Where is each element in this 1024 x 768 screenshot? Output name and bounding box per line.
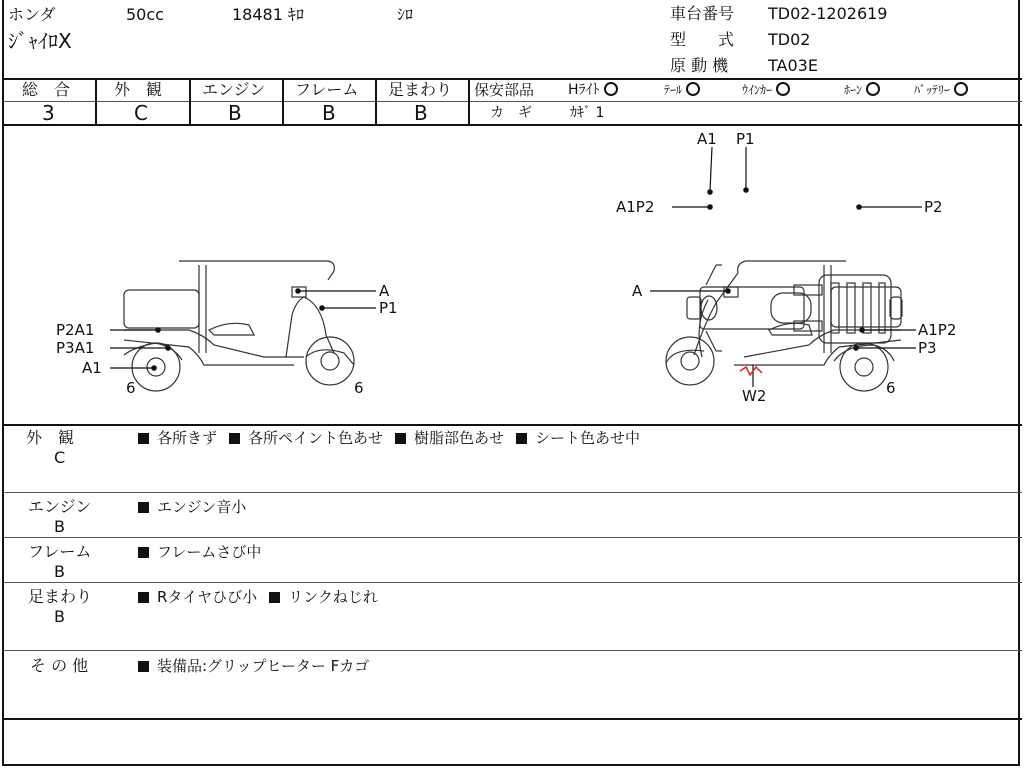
remark-items: エンジン音小 [138, 497, 258, 517]
remark-category: エンジン [28, 497, 92, 516]
diagram-label: P3A1 [56, 339, 95, 357]
remark-category: 外 観 [26, 428, 75, 447]
diagram-label: A1 [697, 130, 717, 148]
bullet-icon [138, 502, 149, 513]
remark-items: 装備品:グリップヒーター Fカゴ [138, 656, 381, 676]
remark-category: そ の 他 [30, 656, 89, 675]
overall-grade: 3 [42, 101, 55, 125]
diagram-label: W2 [742, 387, 767, 405]
ok-circle-icon [776, 82, 790, 96]
diagram-label: P3 [918, 339, 937, 357]
key-label: カ ギ [490, 105, 532, 121]
bullet-icon [138, 661, 149, 672]
exterior-grade: C [134, 101, 148, 125]
diagram-label: 6 [354, 379, 364, 397]
key-value: ｶｷﾞ 1 [570, 105, 605, 121]
remark-category: 足まわり [28, 587, 93, 606]
damage-scribble [740, 367, 762, 375]
divider [4, 492, 1022, 493]
inspection-sheet [2, 0, 1020, 766]
damage-diagram [4, 125, 1022, 425]
bullet-icon [395, 433, 406, 444]
divider [95, 78, 97, 125]
diagram-label: 6 [886, 379, 896, 397]
frame-grade: B [322, 101, 336, 125]
frame-grade-label: フレーム [295, 80, 359, 99]
ok-circle-icon [686, 82, 700, 96]
remark-grade: B [54, 607, 65, 626]
safety-item-taillight: ﾃｰﾙ [664, 80, 700, 100]
safety-label: 保安部品 [474, 81, 535, 99]
divider [4, 537, 1022, 538]
safety-item-winker: ｳｲﾝｶｰ [742, 80, 790, 100]
frame-no: TD02-1202619 [768, 4, 888, 23]
divider [4, 650, 1022, 651]
remark-items: 各所きず 各所ペイント色あせ 樹脂部色あせ シート色あせ中 [138, 428, 652, 448]
divider [282, 78, 284, 125]
engine-model-label: 原 動 機 [670, 56, 729, 75]
divider [4, 718, 1022, 720]
remark-items: Rタイヤひび小 リンクねじれ [138, 587, 390, 607]
scooter-top-view [687, 265, 902, 351]
color: ｼﾛ [397, 5, 414, 24]
diagram-label: 6 [126, 379, 136, 397]
diagram-label: A1P2 [918, 321, 957, 339]
bullet-icon [138, 547, 149, 558]
bullet-icon [269, 592, 280, 603]
diagram-label: A [379, 282, 390, 300]
diagram-label: A1P2 [616, 198, 655, 216]
remark-grade: C [54, 448, 66, 467]
divider [468, 101, 1022, 102]
type-value: TD02 [768, 30, 811, 49]
divider [375, 78, 377, 125]
bullet-icon [138, 433, 149, 444]
suspension-grade: B [414, 101, 428, 125]
diagram-label: P1 [379, 299, 398, 317]
overall-label: 総 合 [22, 80, 71, 99]
diagram-label: P1 [736, 130, 755, 148]
safety-item-headlight: Hﾗｲﾄ [568, 80, 618, 100]
divider [189, 78, 191, 125]
diagram-label: A [632, 282, 643, 300]
engine-grade-label: エンジン [202, 80, 266, 99]
type-label: 型 式 [670, 30, 735, 49]
divider [4, 582, 1022, 583]
diagram-label: P2 [924, 198, 943, 216]
remark-grade: B [54, 562, 65, 581]
diagram-label: P2A1 [56, 321, 95, 339]
damage-markers [110, 147, 922, 387]
mileage: 18481 ｷﾛ [232, 5, 304, 24]
remark-category: フレーム [28, 542, 92, 561]
bullet-icon [138, 592, 149, 603]
bullet-icon [516, 433, 527, 444]
divider [468, 78, 470, 125]
safety-item-battery: ﾊﾞｯﾃﾘｰ [914, 80, 968, 100]
engine-grade: B [228, 101, 242, 125]
scooter-left-view [124, 261, 354, 391]
exterior-label: 外 観 [114, 80, 163, 99]
model-name: ｼﾞｬｲﾛX [8, 29, 72, 53]
frame-no-label: 車台番号 [670, 4, 735, 23]
bullet-icon [229, 433, 240, 444]
scooter-right-view [666, 261, 901, 391]
remark-items: フレームさび中 [138, 542, 273, 562]
diagram-label: A1 [82, 359, 102, 377]
engine-model: TA03E [768, 56, 818, 75]
ok-circle-icon [954, 82, 968, 96]
suspension-grade-label: 足まわり [388, 80, 453, 99]
ok-circle-icon [866, 82, 880, 96]
divider [4, 424, 1022, 426]
displacement: 50cc [126, 5, 164, 24]
maker: ホンダ [8, 5, 56, 24]
ok-circle-icon [604, 82, 618, 96]
remark-grade: B [54, 517, 65, 536]
safety-item-horn: ﾎｰﾝ [844, 80, 880, 100]
